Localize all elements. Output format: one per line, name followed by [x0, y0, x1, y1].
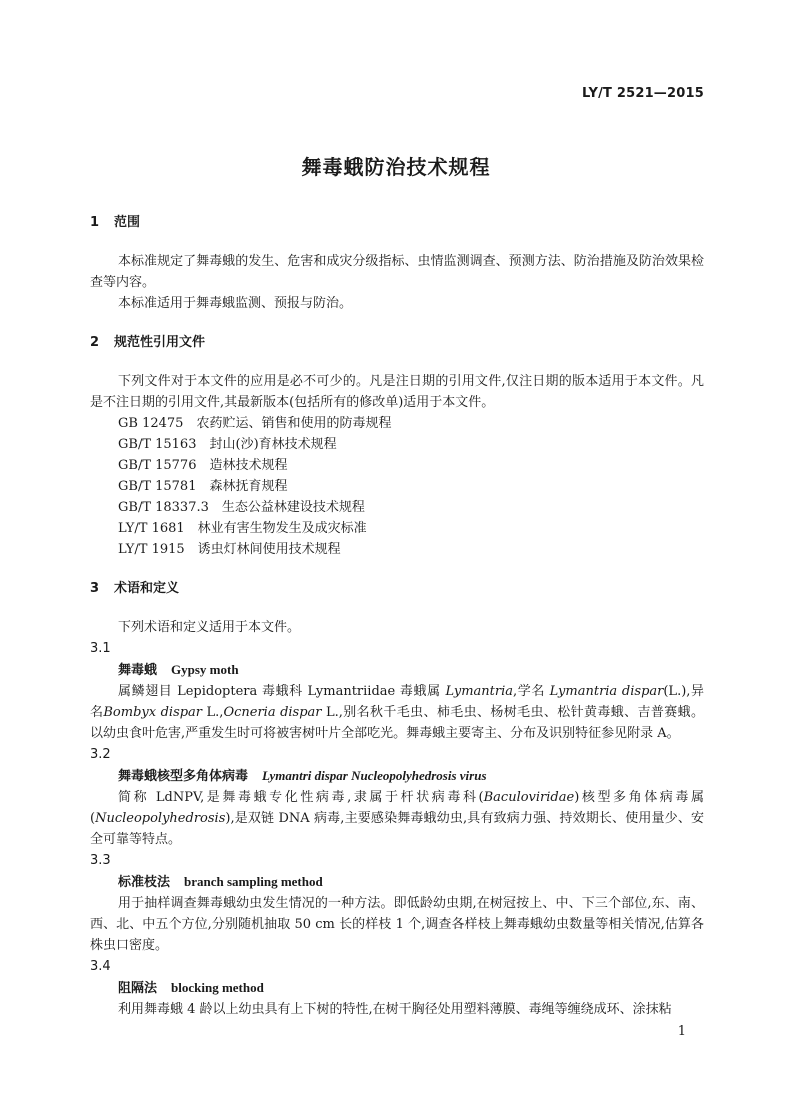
- reference-title: 林业有害生物发生及成灾标准: [197, 521, 367, 536]
- reference-code: GB 12475: [118, 416, 184, 431]
- reference-code: LY/T 1681: [118, 521, 185, 536]
- section-1-paragraph-1: 本标准规定了舞毒蛾的发生、危害和成灾分级指标、虫情监测调查、预测方法、防治措施及防治效果检查等内容。: [90, 254, 704, 290]
- reference-title: 生态公益林建设技术规程: [221, 500, 365, 515]
- reference-title: 造林技术规程: [209, 458, 288, 473]
- reference-code: LY/T 1915: [118, 542, 185, 557]
- definition-text: 简称 LdNPV,是舞毒蛾专化性病毒,隶属于杆状病毒科(: [118, 790, 484, 805]
- definition-latin: Nucleopolyhedrosis: [95, 811, 226, 826]
- reference-code: GB/T 15776: [118, 458, 197, 473]
- page-number: 1: [677, 1024, 686, 1039]
- section-2-number: 2: [90, 335, 100, 350]
- reference-title: 诱虫灯林间使用技术规程: [197, 542, 341, 557]
- term-3-3-zh: 标准枝法: [118, 875, 171, 890]
- section-2-heading: [90, 332, 704, 353]
- section-1-paragraph-2: 本标准适用于舞毒蛾监测、预报与防治。: [118, 296, 353, 311]
- definition-latin: Lymantria dispar: [549, 684, 664, 699]
- section-3-title: 术语和定义: [114, 581, 180, 596]
- definition-latin: Ocneria dispar: [223, 705, 322, 720]
- reference-item: [90, 518, 704, 539]
- definition-text: ,学名: [513, 684, 550, 699]
- section-2-title: 规范性引用文件: [114, 335, 206, 350]
- reference-item: [90, 476, 704, 497]
- section-3-number: 3: [90, 581, 100, 596]
- term-3-1-definition: [90, 681, 704, 744]
- term-3-3-heading: [90, 871, 704, 893]
- definition-latin: Lymantria: [445, 684, 513, 699]
- term-3-2-heading: [90, 765, 704, 787]
- term-3-2-en: Lymantri dispar Nucleopolyhedrosis virus: [262, 768, 487, 783]
- term-3-1-heading: [90, 659, 704, 681]
- term-3-2-definition: [90, 787, 704, 850]
- term-3-1-en: Gypsy moth: [171, 662, 239, 677]
- section-1-heading: [90, 212, 704, 233]
- section-2-paragraph-1: 下列文件对于本文件的应用是必不可少的。凡是注日期的引用文件,仅注日期的版本适用于本文件。凡是不注日期的引用文件,其最新版本(包括所有的修改单)适用于本文件。: [90, 374, 704, 410]
- standard-number: LY/T 2521—2015: [582, 86, 704, 101]
- document-body: [90, 212, 704, 1020]
- definition-latin: Baculoviridae: [483, 790, 575, 805]
- reference-title: 封山(沙)育林技术规程: [209, 437, 337, 452]
- reference-title: 森林抚育规程: [209, 479, 288, 494]
- definition-text: (L.),异名: [90, 684, 704, 720]
- section-1-number: 1: [90, 215, 100, 230]
- reference-item: [90, 434, 704, 455]
- term-3-1-zh: 舞毒蛾: [118, 663, 158, 678]
- term-3-4-heading: [90, 977, 704, 999]
- reference-title: 农药贮运、销售和使用的防毒规程: [196, 416, 392, 431]
- document-title: 舞毒蛾防治技术规程: [301, 155, 491, 179]
- term-3-3-definition: 用于抽样调查舞毒蛾幼虫发生情况的一种方法。即低龄幼虫期,在树冠按上、中、下三个部位,东、南、西、北、中五个方位,分别随机抽取 50 cm 长的样枝 1 个,调查各样枝上舞毒蛾幼虫数量等相关情况,估算各株虫口密度。: [90, 896, 704, 953]
- reference-code: GB/T 15163: [118, 437, 197, 452]
- term-3-4-definition: 利用舞毒蛾 4 龄以上幼虫具有上下树的特性,在树干胸径处用塑料薄膜、毒绳等缠绕成环、涂抹粘: [118, 1002, 672, 1017]
- term-3-2-number: 3.2: [90, 747, 111, 762]
- definition-text: ),是双链 DNA 病毒,主要感染舞毒蛾幼虫,具有致病力强、持效期长、使用量少、安全可靠等特点。: [90, 811, 704, 847]
- reference-code: GB/T 18337.3: [118, 500, 209, 515]
- term-3-1-number: 3.1: [90, 641, 111, 656]
- definition-latin: Bombyx dispar: [103, 705, 203, 720]
- reference-item: [90, 539, 704, 560]
- reference-item: [90, 413, 704, 434]
- section-3-intro: 下列术语和定义适用于本文件。: [118, 620, 301, 635]
- term-3-4-number: 3.4: [90, 959, 111, 974]
- definition-text: L.,: [202, 705, 224, 720]
- term-3-3-en: branch sampling method: [184, 874, 323, 889]
- term-3-3-number: 3.3: [90, 853, 111, 868]
- definition-text: 属鳞翅目 Lepidoptera 毒蛾科 Lymantriidae 毒蛾属: [118, 684, 446, 699]
- definition-text: )核型多角体病毒属(: [90, 790, 704, 826]
- reference-item: [90, 455, 704, 476]
- term-3-4-en: blocking method: [171, 980, 264, 995]
- reference-code: GB/T 15781: [118, 479, 197, 494]
- reference-list: [90, 413, 704, 560]
- term-3-2-zh: 舞毒蛾核型多角体病毒: [118, 769, 249, 784]
- section-1-title: 范围: [114, 215, 141, 230]
- section-3-heading: [90, 578, 704, 599]
- term-3-4-zh: 阻隔法: [118, 981, 158, 996]
- reference-item: [90, 497, 704, 518]
- definition-text: L.,别名秋千毛虫、柿毛虫、杨树毛虫、松针黄毒蛾、吉普赛蛾。以幼虫食叶危害,严重发生时可将被害树叶片全部吃光。舞毒蛾主要寄主、分布及识别特征参见附录 A。: [90, 705, 704, 741]
